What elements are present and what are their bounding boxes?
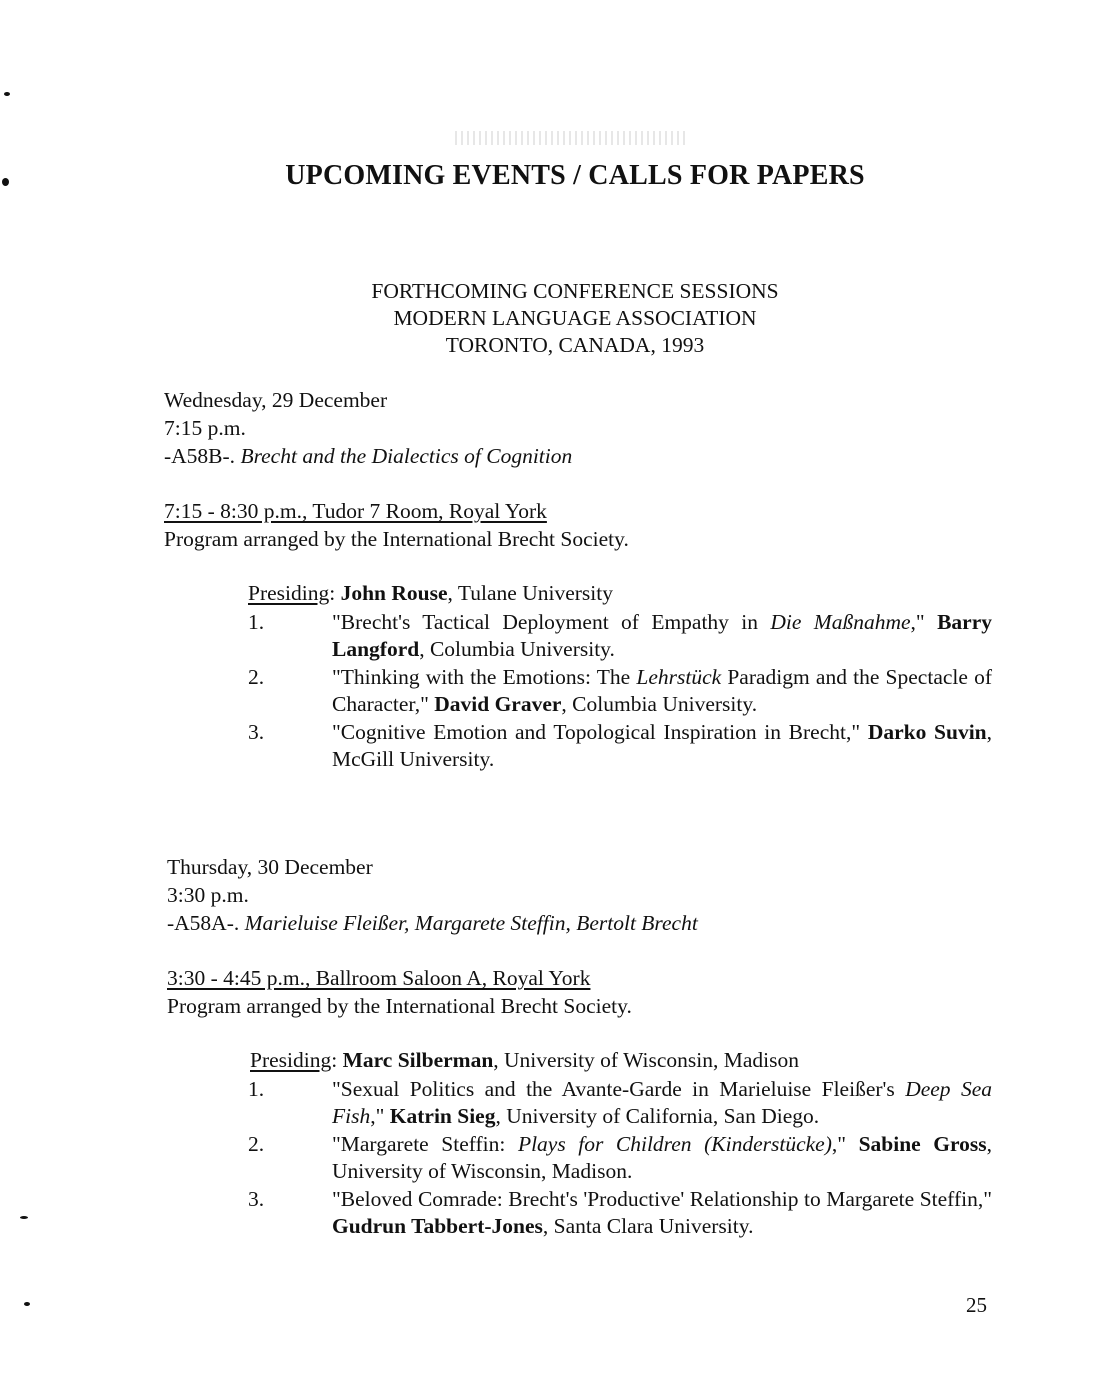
paper-title-end: Paradigm and the Spectacle of Character," [332, 665, 992, 716]
scan-mark [20, 1216, 28, 1219]
presiding-affiliation: , Tulane University [447, 581, 613, 605]
session2-title: Marieluise Fleißer, Margarete Steffin, Bertolt Brecht [244, 911, 698, 935]
presiding-name: Marc Silberman [342, 1048, 494, 1072]
presiding-label: Presiding [250, 1048, 332, 1072]
presiding-label: Presiding [248, 581, 330, 605]
session1-location: 7:15 - 8:30 p.m., Tudor 7 Room, Royal York [164, 499, 547, 523]
paper-affiliation: , University of California, San Diego. [495, 1104, 820, 1128]
paper-author: Darko Suvin [867, 720, 987, 744]
paper-title-end: ," [910, 610, 938, 634]
presiding-affiliation: , University of Wisconsin, Madison [493, 1048, 799, 1072]
paper-author: Barry Langford [332, 610, 992, 661]
paper-title-end: ," [831, 1132, 859, 1156]
paper-number: 2. [248, 1132, 265, 1156]
paper-number: 3. [248, 1187, 265, 1211]
paper-number: 2. [248, 665, 265, 689]
paper-number: 1. [248, 1077, 265, 1101]
paper-affiliation: , Santa Clara University. [542, 1214, 754, 1238]
session1-code: -A58B-. [164, 444, 236, 468]
paper-title-italic: Plays for Children (Kinderstücke) [517, 1132, 832, 1156]
scan-mark [4, 92, 10, 96]
paper-affiliation: , Columbia University. [561, 692, 758, 716]
paper-title-italic: Die Maßnahme [770, 610, 911, 634]
paper-title: "Sexual Politics and the Avante-Garde in Marieluise Fleißer's [332, 1077, 906, 1101]
paper-affiliation: , University of Wisconsin, Madison. [332, 1132, 992, 1183]
paper-affiliation: , McGill University. [332, 720, 992, 771]
paper-author: David Graver [434, 692, 562, 716]
paper-number: 1. [248, 610, 265, 634]
session2-presiding: Presiding: Marc Silberman, University of Wisconsin, Madison [250, 1048, 799, 1072]
paper-title-italic: Lehrstück [636, 665, 722, 689]
paper-title: "Margarete Steffin: [332, 1132, 518, 1156]
paper-text [332, 664, 992, 718]
paper-title: "Brecht's Tactical Deployment of Empathy in [332, 610, 771, 634]
session1-presiding: Presiding: John Rouse, Tulane University [248, 581, 613, 605]
paper-title-end: ," [370, 1104, 390, 1128]
paper-text [332, 609, 992, 663]
paper-text [332, 1131, 992, 1185]
session2-day: Thursday, 30 December [167, 855, 373, 879]
paper-author: Katrin Sieg [389, 1104, 496, 1128]
paper-title: "Thinking with the Emotions: The [332, 665, 637, 689]
paper-text [332, 1186, 992, 1240]
session1-time: 7:15 p.m. [164, 416, 246, 440]
page-title: UPCOMING EVENTS / CALLS FOR PAPERS [285, 160, 865, 191]
presiding-name: John Rouse [340, 581, 448, 605]
session2-arranged: Program arranged by the International Brecht Society. [167, 994, 632, 1018]
session2-code: -A58A-. [167, 911, 240, 935]
conference-heading [300, 278, 850, 359]
paper-author: Sabine Gross [858, 1132, 987, 1156]
paper-text [332, 1076, 992, 1130]
session1-day: Wednesday, 29 December [164, 388, 388, 412]
session2-time: 3:30 p.m. [167, 883, 249, 907]
paper-number: 3. [248, 720, 265, 744]
scan-mark [24, 1302, 30, 1306]
conference-line-2: MODERN LANGUAGE ASSOCIATION [393, 306, 757, 330]
paper-title-italic: Deep Sea Fish [332, 1077, 993, 1128]
page-number: 25 [966, 1293, 987, 1317]
paper-text [332, 719, 992, 773]
conference-line-3: TORONTO, CANADA, 1993 [445, 333, 705, 357]
conference-line-1: FORTHCOMING CONFERENCE SESSIONS [371, 279, 779, 303]
paper-title: "Beloved Comrade: Brecht's 'Productive' Relationship to Margarete Steffin," [332, 1187, 992, 1211]
scan-smudge [455, 131, 685, 145]
session1-heading [164, 444, 572, 469]
session2-location: 3:30 - 4:45 p.m., Ballroom Saloon A, Royal York [167, 966, 591, 990]
paper-title: "Cognitive Emotion and Topological Inspiration in Brecht," [332, 720, 868, 744]
session2-heading [167, 911, 698, 936]
paper-author: Gudrun Tabbert-Jones [332, 1214, 543, 1238]
session1-title: Brecht and the Dialectics of Cognition [240, 444, 573, 468]
session1-arranged: Program arranged by the International Brecht Society. [164, 527, 629, 551]
paper-affiliation: , Columbia University. [419, 637, 615, 661]
